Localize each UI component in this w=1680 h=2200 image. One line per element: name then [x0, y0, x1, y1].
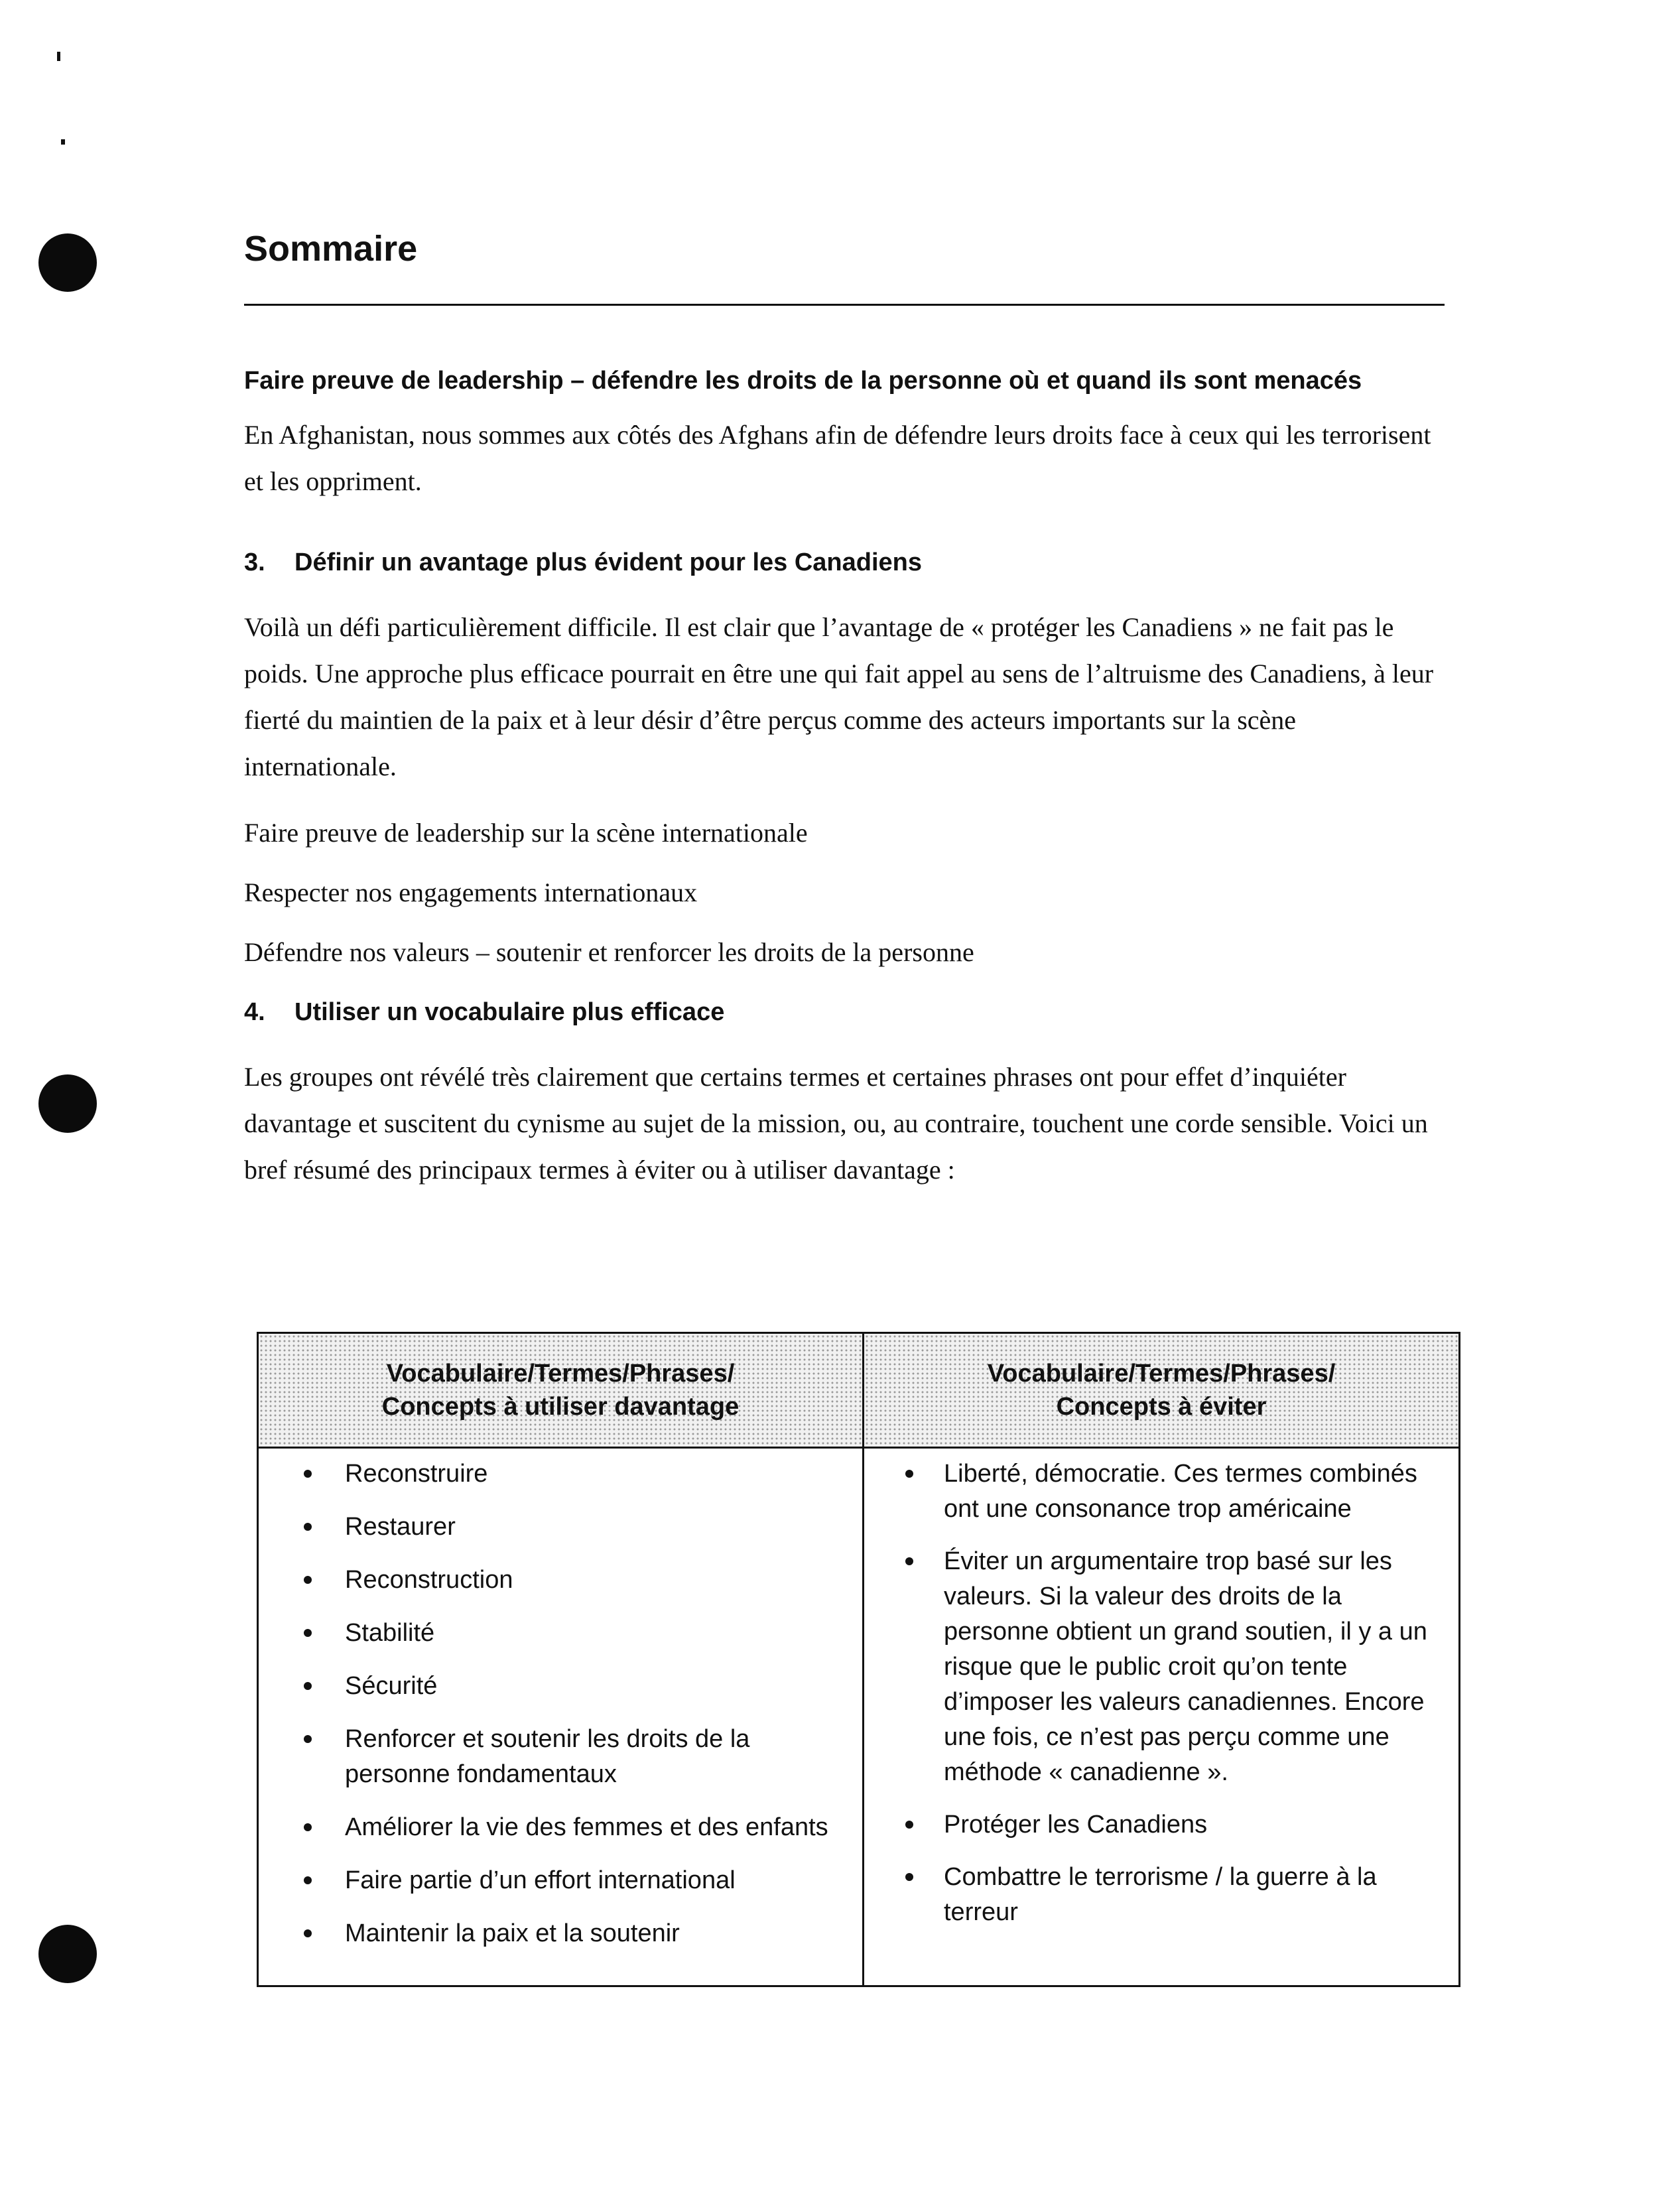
- list-item: Sécurité: [272, 1669, 849, 1704]
- bullet-icon: [304, 1682, 312, 1690]
- section-3-paragraph: Voilà un défi particulièrement difficile. Il est clair que l’avantage de « protéger les Canadiens » ne fait pas le poids. Une approche plus efficace pourrait en être une qui fait appel au sens de l’altruisme des Canadiens, à leur fierté du maintien de la paix et à leur désir d’être perçus comme des acteurs importants sur la scène internationale.: [244, 612, 1434, 781]
- list-item: Protéger les Canadiens: [877, 1807, 1445, 1843]
- bullet-icon: [304, 1576, 312, 1584]
- bullet-icon: [304, 1823, 312, 1831]
- section-4-number: 4.: [244, 998, 265, 1026]
- bullet-icon: [905, 1557, 913, 1565]
- table-header-use-more: [258, 1333, 864, 1448]
- scan-speck: [57, 52, 60, 61]
- section-3-lines: [244, 803, 1445, 982]
- intro-heading: Faire preuve de leadership – défendre les droits de la personne où et quand ils sont menacés: [244, 367, 1362, 395]
- list-item: Maintenir la paix et la soutenir: [272, 1916, 849, 1951]
- vocabulary-table: [257, 1332, 1460, 1987]
- bullet-icon: [304, 1470, 312, 1478]
- document-body: [244, 226, 1445, 1193]
- bullet-icon: [304, 1523, 312, 1531]
- punch-hole-bottom: [38, 1925, 97, 1983]
- list-item: Améliorer la vie des femmes et des enfants: [272, 1810, 849, 1845]
- section-3-line: Faire preuve de leadership sur la scène internationale: [244, 818, 808, 848]
- use-more-cell: [258, 1448, 864, 1986]
- header-right-line-2: Concepts à éviter: [1056, 1393, 1267, 1421]
- section-4-title: Utiliser un vocabulaire plus efficace: [294, 998, 725, 1026]
- list-item: Renforcer et soutenir les droits de la personne fondamentaux: [272, 1722, 849, 1792]
- bullet-icon: [304, 1876, 312, 1884]
- list-item: Liberté, démocratie. Ces termes combinés ont une consonance trop américaine: [877, 1456, 1445, 1527]
- scan-speck: [61, 139, 65, 145]
- bullet-icon: [304, 1929, 312, 1937]
- list-item: Restaurer: [272, 1510, 849, 1545]
- list-item: Reconstruire: [272, 1456, 849, 1492]
- punch-hole-middle: [38, 1074, 97, 1133]
- list-item: Stabilité: [272, 1616, 849, 1651]
- section-4-heading: [244, 996, 1445, 1029]
- bullet-icon: [905, 1821, 913, 1829]
- bullet-icon: [905, 1470, 913, 1478]
- page-title: Sommaire: [244, 229, 418, 269]
- section-4-paragraph: Les groupes ont révélé très clairement que certains termes et certaines phrases ont pour effet d’inquiéter davantage et suscitent du cynisme au sujet de la mission, ou, au contraire, touchent une corde sensible. Voici un bref résumé des principaux termes à éviter ou à utiliser davantage :: [244, 1062, 1428, 1185]
- avoid-list: [877, 1456, 1445, 1930]
- list-item: Reconstruction: [272, 1563, 849, 1598]
- section-3-line: Défendre nos valeurs – soutenir et renforcer les droits de la personne: [244, 937, 974, 967]
- title-rule: [244, 304, 1445, 306]
- header-right-line-1: Vocabulaire/Termes/Phrases/: [987, 1360, 1336, 1388]
- section-3-heading: [244, 546, 1445, 579]
- header-left-line-1: Vocabulaire/Termes/Phrases/: [386, 1360, 735, 1388]
- punch-hole-top: [38, 233, 97, 292]
- list-item: Faire partie d’un effort international: [272, 1863, 849, 1898]
- bullet-icon: [304, 1735, 312, 1743]
- section-3-title: Définir un avantage plus évident pour les Canadiens: [294, 549, 922, 576]
- bullet-icon: [905, 1873, 913, 1881]
- bullet-icon: [304, 1629, 312, 1637]
- header-left-line-2: Concepts à utiliser davantage: [381, 1393, 740, 1421]
- avoid-cell: [864, 1448, 1460, 1986]
- section-3-number: 3.: [244, 549, 265, 576]
- use-more-list: [272, 1456, 849, 1951]
- intro-paragraph: En Afghanistan, nous sommes aux côtés des Afghans afin de défendre leurs droits face à ceux qui les terrorisent et les oppriment.: [244, 420, 1431, 496]
- list-item: Combattre le terrorisme / la guerre à la terreur: [877, 1860, 1445, 1930]
- table-header-avoid: [864, 1333, 1460, 1448]
- section-3-line: Respecter nos engagements internationaux: [244, 877, 698, 907]
- list-item: Éviter un argumentaire trop basé sur les valeurs. Si la valeur des droits de la personne obtient un grand soutien, il y a un risque que le public croit qu’on tente d’imposer les valeurs canadiennes. Encore une fois, ce n’est pas perçu comme une méthode « canadienne ».: [877, 1544, 1445, 1790]
